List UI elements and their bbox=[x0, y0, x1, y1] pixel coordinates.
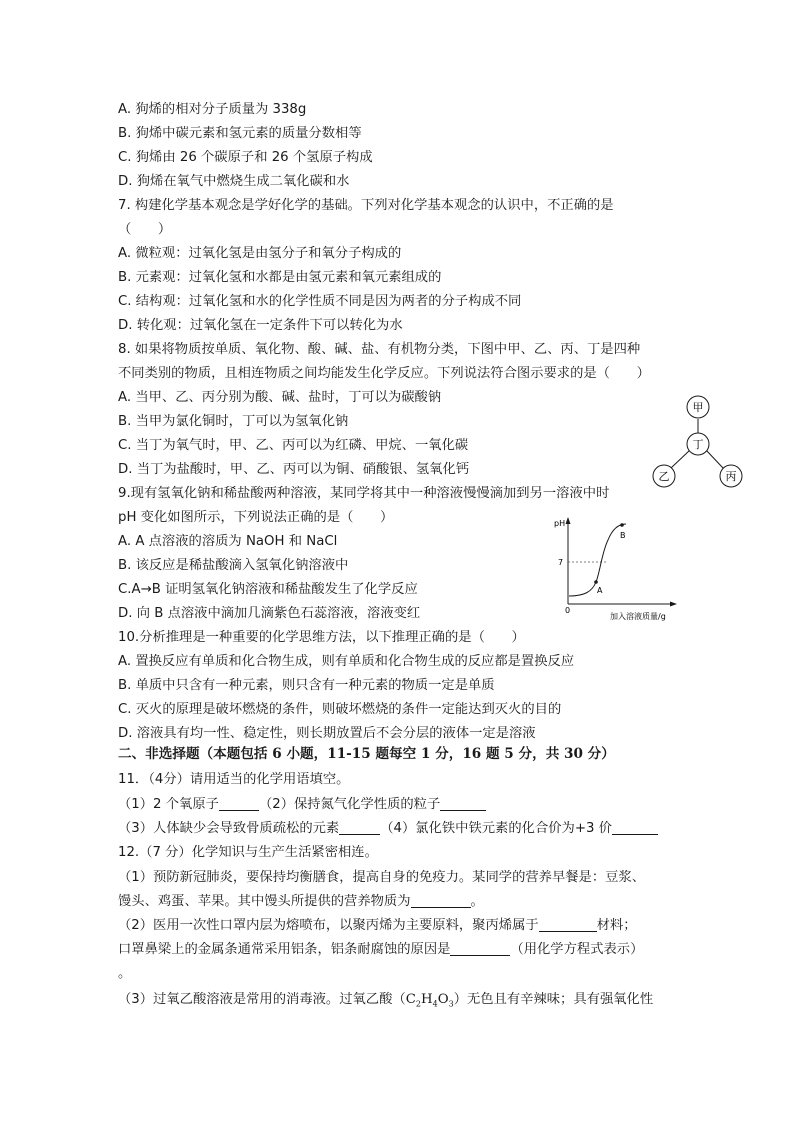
q7-option-a: A. 微粒观：过氧化氢是由氢分子和氧分子构成的 bbox=[118, 246, 402, 261]
x-axis-arrow bbox=[670, 602, 677, 607]
q12-part1-blank[interactable] bbox=[411, 893, 471, 908]
q8-option-d: D. 当丁为盐酸时，甲、乙、丙可以为铜、硝酸银、氢氧化钙 bbox=[118, 462, 470, 477]
q12-part2-text: （2）医用一次性口罩内层为熔喷布，以聚丙烯为主要原料，聚丙烯属于 bbox=[118, 918, 539, 933]
section-heading: 二、非选择题（本题包括 6 小题，11-15 题每空 1 分，16 题 5 分，共 30 分） bbox=[118, 746, 615, 762]
q6-option-c: C. 狗烯由 26 个碳原子和 26 个氢原子构成 bbox=[118, 150, 373, 165]
q6-option-d: D. 狗烯在氧气中燃烧生成二氧化碳和水 bbox=[118, 174, 350, 189]
q12-part3-pre: （3）过氧乙酸溶液是常用的消毒液。过氧乙酸（ bbox=[118, 992, 406, 1007]
q12-part3-post: ）无色且有辛辣味；具有强氧化性 bbox=[453, 992, 654, 1007]
reaction-network-diagram bbox=[648, 392, 748, 492]
point-a-marker bbox=[594, 580, 598, 584]
q8-option-a: A. 当甲、乙、丙分别为酸、碱、盐时，丁可以为碳酸钠 bbox=[118, 390, 442, 405]
node-right-label: 丙 bbox=[725, 470, 737, 483]
q12-part2-line3: 。 bbox=[118, 966, 132, 981]
formula-c: C bbox=[405, 992, 416, 1007]
q10-option-b: B. 单质中只含有一种元素，则只含有一种元素的物质一定是单质 bbox=[118, 678, 495, 693]
point-b-label: B bbox=[620, 531, 626, 540]
q9-option-a: A. A 点溶液的溶质为 NaOH 和 NaCl bbox=[118, 534, 338, 549]
q8-stem-line2: 不同类别的物质，且相连物质之间均能发生化学反应。下列说法符合图示要求的是（ ） bbox=[118, 366, 650, 381]
q7-option-d: D. 转化观：过氧化氢在一定条件下可以转化为水 bbox=[118, 318, 403, 333]
q12-part2-end-a: 材料； bbox=[596, 918, 637, 933]
q6-option-a: A. 狗烯的相对分子质量为 338g bbox=[118, 102, 307, 117]
formula-h: H bbox=[420, 992, 433, 1007]
q12-part2-text-b: 口罩鼻梁上的金属条通常采用铝条，铝条耐腐蚀的原因是 bbox=[118, 942, 451, 957]
point-a-label: A bbox=[597, 586, 603, 595]
formula-h-count: 4 bbox=[432, 999, 438, 1009]
q10-stem: 10.分析推理是一种重要的化学思维方法，以下推理正确的是（ ） bbox=[118, 630, 525, 645]
q11-title: 11．（4分）请用适当的化学用语填空。 bbox=[118, 772, 350, 787]
point-b-marker bbox=[620, 523, 624, 527]
node-center-label: 丁 bbox=[692, 438, 704, 451]
q8-option-b: B. 当甲为氯化铜时，丁可以为氢氧化钠 bbox=[118, 414, 349, 429]
q12-title: 12.（7 分）化学知识与生产生活紧密相连。 bbox=[118, 845, 378, 860]
node-top-label: 甲 bbox=[692, 401, 704, 414]
q12-part1-line1: （1）预防新冠肺炎，要保持均衡膳食，提高自身的免疫力。某同学的营养早餐是：豆浆、 bbox=[118, 870, 646, 885]
q11-line2 bbox=[118, 819, 658, 839]
formula-o-count: 3 bbox=[448, 999, 454, 1009]
y-axis-label: pH bbox=[554, 519, 566, 528]
q10-option-d: D. 溶液具有均一性、稳定性，则长期放置后不会分层的液体一定是溶液 bbox=[118, 726, 536, 741]
q12-part1-line2 bbox=[118, 892, 484, 912]
q11-part1-text: （1）2 个氧原子 bbox=[118, 797, 219, 812]
q7-option-b: B. 元素观：过氧化氢和水都是由氢元素和氧元素组成的 bbox=[118, 270, 442, 285]
q12-part1-text: 馒头、鸡蛋、苹果。其中馒头所提供的营养物质为 bbox=[118, 894, 411, 909]
q10-option-c: C. 灭火的原理是破坏燃烧的条件，则破坏燃烧的条件一定能达到灭火的目的 bbox=[118, 702, 562, 717]
link-right bbox=[706, 450, 723, 468]
origin-label: 0 bbox=[565, 606, 571, 615]
q12-part3-line1 bbox=[118, 990, 653, 1015]
ph-curve-diagram bbox=[546, 512, 682, 624]
q12-part2-blank-a[interactable] bbox=[539, 917, 597, 932]
q7-option-c: C. 结构观：过氧化氢和水的化学性质不同是因为两者的分子构成不同 bbox=[118, 294, 522, 309]
q12-formula bbox=[406, 992, 454, 1007]
q12-part2-blank-b[interactable] bbox=[450, 941, 510, 956]
q11-part3-text: （3）人体缺少会导致骨质疏松的元素 bbox=[118, 821, 340, 836]
q12-part2-end-b: （用化学方程式表示） bbox=[510, 942, 644, 957]
q6-option-b: B. 狗烯中碳元素和氢元素的质量分数相等 bbox=[118, 126, 362, 141]
q9-stem-line1: 9.现有氢氧化钠和稀盐酸两种溶液，某同学将其中一种溶液慢慢滴加到另一溶液中时 bbox=[118, 486, 610, 501]
link-left bbox=[671, 450, 690, 468]
y-axis-arrow bbox=[566, 517, 571, 524]
formula-c-count: 2 bbox=[415, 999, 421, 1009]
q9-option-d: D. 向 B 点溶液中滴加几滴紫色石蕊溶液，溶液变红 bbox=[118, 606, 421, 621]
q11-part2-text: （2）保持氮气化学性质的粒子 bbox=[258, 797, 441, 812]
q8-option-c: C. 当丁为氧气时，甲、乙、丙可以为红磷、甲烷、一氧化碳 bbox=[118, 438, 469, 453]
q11-part1-blank[interactable] bbox=[219, 796, 259, 811]
q12-part2-line2 bbox=[118, 940, 643, 960]
q11-part4-text: （4）氯化铁中铁元素的化合价为+3 价 bbox=[380, 821, 612, 836]
q12-part1-end: 。 bbox=[470, 894, 484, 909]
q9-stem-line2: pH 变化如图所示，下列说法正确的是（ ） bbox=[118, 510, 394, 525]
q9-option-c: C.A→B 证明氢氧化钠溶液和稀盐酸发生了化学反应 bbox=[118, 582, 418, 597]
x-axis-label: 加入溶液质量/g bbox=[610, 612, 666, 621]
q12-part2-line1 bbox=[118, 916, 637, 936]
node-left-label: 乙 bbox=[658, 470, 670, 483]
q7-stem: 7. 构建化学基本观念是学好化学的基础。下列对化学基本观念的认识中，不正确的是 bbox=[118, 198, 614, 213]
formula-o: O bbox=[437, 992, 449, 1007]
q11-line1 bbox=[118, 795, 486, 815]
q10-option-a: A. 置换反应有单质和化合物生成，则有单质和化合物生成的反应都是置换反应 bbox=[118, 654, 575, 669]
ph7-tick-label: 7 bbox=[558, 558, 564, 567]
q8-stem-line1: 8. 如果将物质按单质、氧化物、酸、碱、盐、有机物分类，下图中甲、乙、丙、丁是四种 bbox=[118, 342, 641, 357]
q9-option-b: B. 该反应是稀盐酸滴入氢氧化钠溶液中 bbox=[118, 558, 349, 573]
q11-part4-blank[interactable] bbox=[612, 820, 658, 835]
q11-part3-blank[interactable] bbox=[339, 820, 380, 835]
q11-part2-blank[interactable] bbox=[440, 796, 486, 811]
q7-answer-bracket: （ ） bbox=[118, 222, 172, 237]
